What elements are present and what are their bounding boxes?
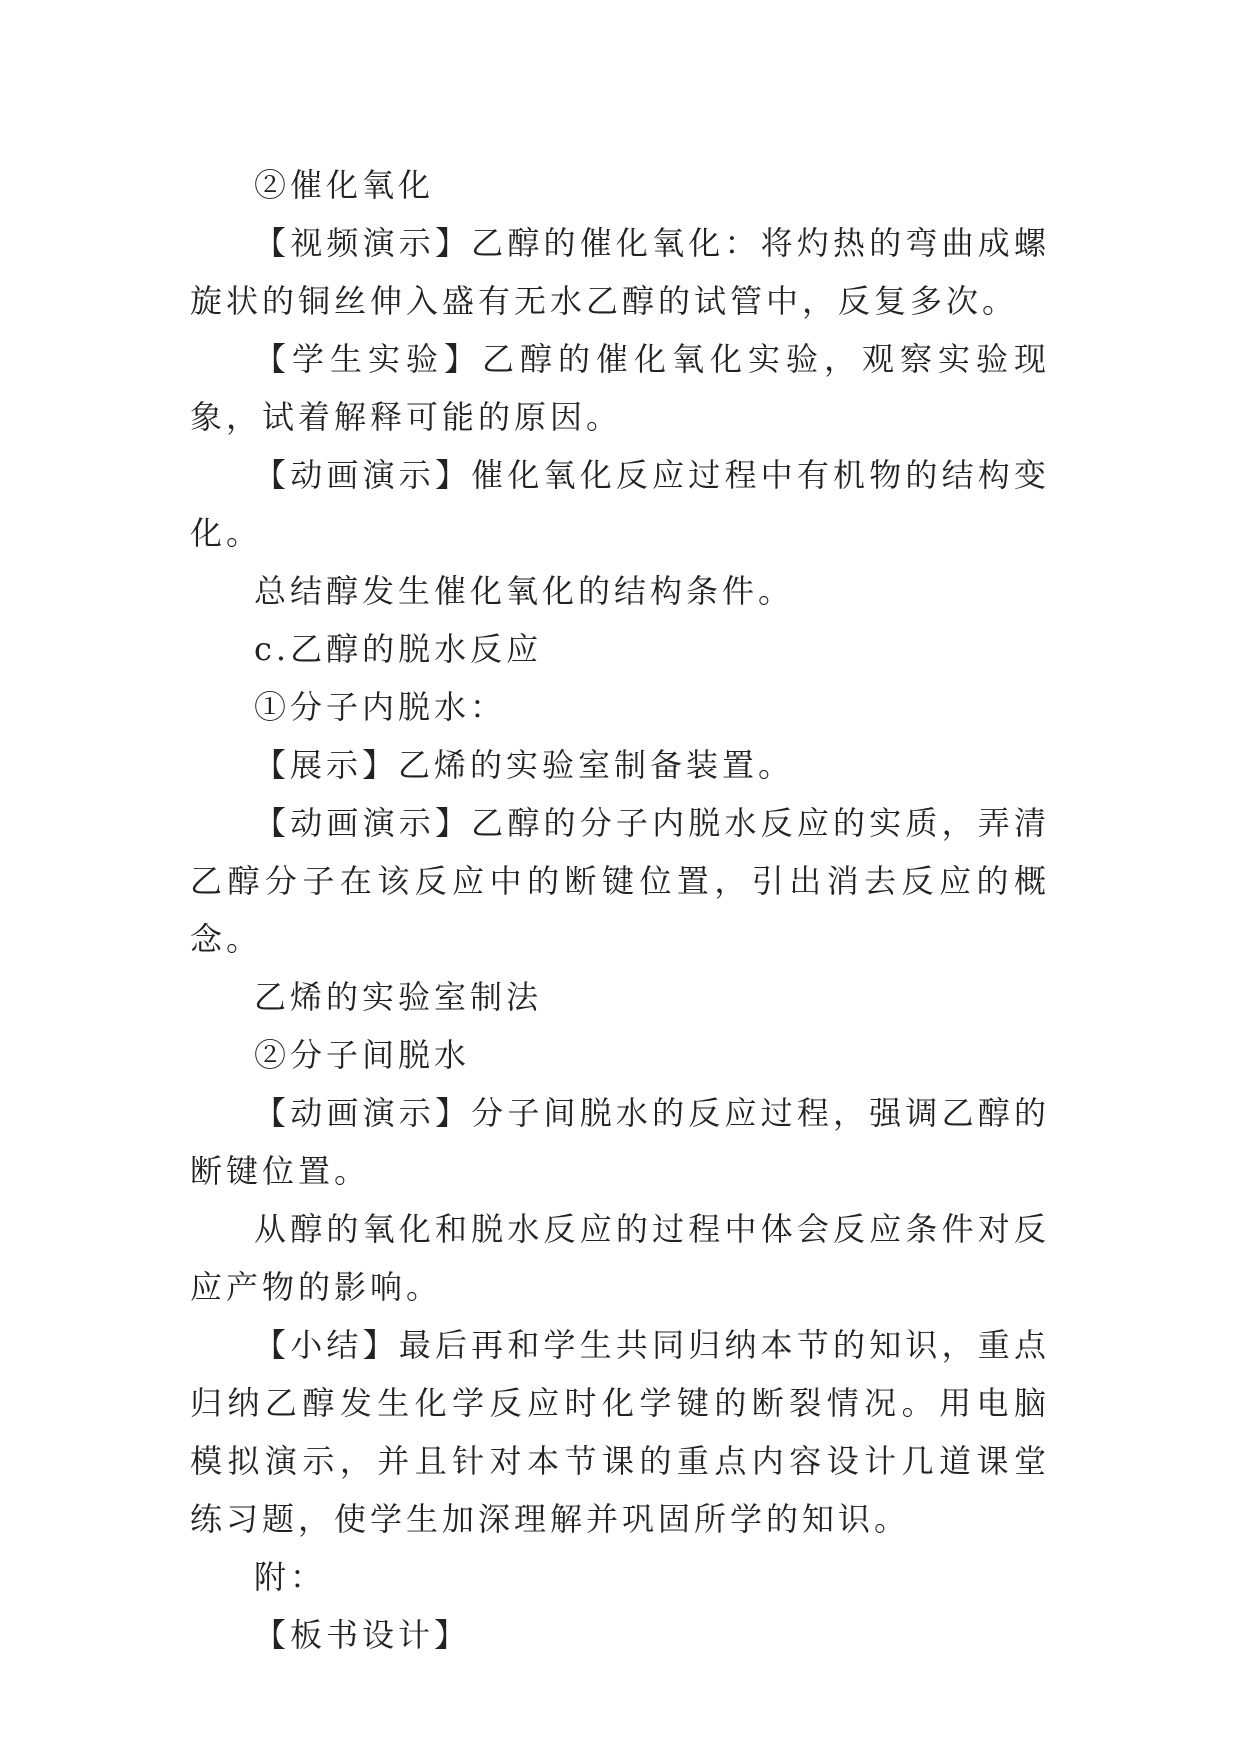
subheading-dehydration: c.乙醇的脱水反应	[254, 630, 543, 668]
paragraph-lesson-summary: 【小结】最后再和学生共同归纳本节的知识，重点归纳乙醇发生化学反应时化学键的断裂情况。用电脑模拟演示，并且针对本节课的重点内容设计几道课堂练习题，使学生加深理解并巩固所学的知识。	[190, 1326, 1050, 1538]
paragraph-animation-demo-structure: 【动画演示】催化氧化反应过程中有机物的结构变化。	[190, 456, 1050, 552]
paragraph-reaction-conditions: 从醇的氧化和脱水反应的过程中体会反应条件对反应产物的影响。	[190, 1210, 1050, 1306]
subheading-intermolecular-dehydration: ②分子间脱水	[254, 1036, 471, 1074]
paragraph-video-demo: 【视频演示】乙醇的催化氧化：将灼热的弯曲成螺旋状的铜丝伸入盛有无水乙醇的试管中，反复多次。	[190, 224, 1050, 320]
subheading-catalytic-oxidation: ②催化氧化	[254, 166, 435, 204]
subheading-intramolecular-dehydration: ①分子内脱水：	[254, 688, 507, 726]
paragraph-animation-demo-intramolecular: 【动画演示】乙醇的分子内脱水反应的实质，弄清乙醇分子在该反应中的断键位置，引出消去反应的概念。	[190, 804, 1050, 958]
paragraph-display-apparatus: 【展示】乙烯的实验室制备装置。	[254, 746, 795, 784]
paragraph-animation-demo-intermolecular: 【动画演示】分子间脱水的反应过程，强调乙醇的断键位置。	[190, 1094, 1050, 1190]
paragraph-student-experiment: 【学生实验】乙醇的催化氧化实验，观察实验现象，试着解释可能的原因。	[190, 340, 1050, 436]
document-body	[190, 156, 1050, 1664]
paragraph-appendix: 附：	[254, 1558, 327, 1596]
paragraph-summary-conditions: 总结醇发生催化氧化的结构条件。	[254, 572, 795, 610]
paragraph-blackboard-design: 【板书设计】	[254, 1616, 471, 1654]
paragraph-ethylene-preparation: 乙烯的实验室制法	[254, 978, 543, 1016]
